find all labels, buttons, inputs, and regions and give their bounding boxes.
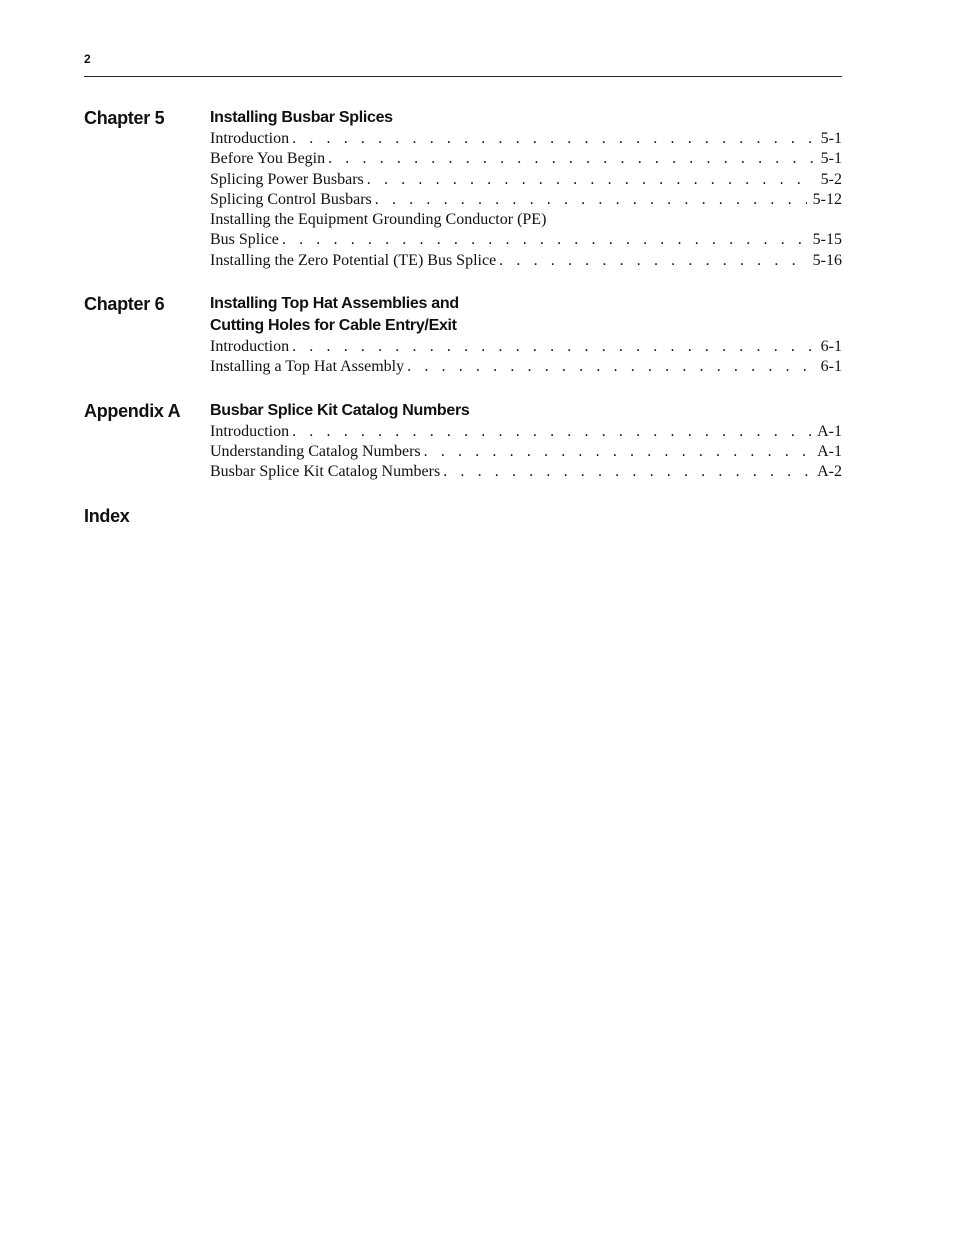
toc-entry[interactable] [210, 422, 842, 442]
dot-leader [367, 170, 815, 190]
toc-entry-line [210, 442, 842, 462]
section-title: Installing Busbar Splices [210, 109, 393, 126]
toc-entry-line [210, 357, 842, 377]
dot-leader [282, 230, 807, 250]
toc-entry-page: 5-1 [820, 150, 842, 168]
toc-entry-label: Introduction [210, 338, 290, 356]
toc-entry-line [210, 190, 842, 210]
toc-entry-page: 6-1 [820, 358, 842, 376]
toc-entry-label: Splicing Control Busbars [210, 190, 372, 208]
toc-entry[interactable] [210, 251, 842, 271]
toc-entry-line [210, 422, 842, 442]
index-heading: Index [84, 505, 130, 526]
toc-entry-page: A-2 [817, 463, 842, 481]
section-body [210, 400, 842, 483]
dot-leader [292, 337, 815, 357]
toc-entry[interactable] [210, 462, 842, 482]
toc-entry-label: Installing a Top Hat Assembly [210, 358, 405, 376]
toc-entry-line [210, 149, 842, 169]
page-header [84, 52, 842, 77]
toc-entry-line [210, 170, 842, 190]
toc-section [84, 400, 842, 483]
toc-entry[interactable] [210, 129, 842, 149]
toc-entry[interactable] [210, 190, 842, 210]
toc-entry-label: Bus Splice [210, 231, 279, 249]
toc-entry-label: Busbar Splice Kit Catalog Numbers [210, 463, 441, 481]
section-label: Chapter 6 [84, 294, 165, 315]
section-body [210, 293, 842, 378]
page-number: 2 [84, 52, 91, 66]
dot-leader [424, 442, 811, 462]
toc-section [84, 107, 842, 271]
toc-entry[interactable] [210, 357, 842, 377]
dot-leader [443, 462, 811, 482]
dot-leader [375, 190, 807, 210]
toc-entry-page: 5-12 [812, 190, 842, 208]
toc-entry-page: 5-15 [812, 231, 842, 249]
section-label: Appendix A [84, 400, 181, 421]
section-title: Busbar Splice Kit Catalog Numbers [210, 401, 470, 419]
section-title: Installing Top Hat Assemblies and [210, 295, 459, 313]
toc-entry-label: Installing the Equipment Grounding Conductor (PE) [210, 211, 547, 229]
toc-entry-page: A-1 [817, 422, 842, 440]
toc-entry-label: Before You Begin [210, 150, 326, 168]
toc-entry-line [210, 129, 842, 149]
dot-leader [328, 149, 815, 169]
toc-entry-line [210, 230, 842, 250]
toc-entry-line [210, 462, 842, 482]
dot-leader [407, 357, 815, 377]
toc-entry-page: A-1 [817, 442, 842, 460]
toc-entry[interactable] [210, 337, 842, 357]
toc-section [84, 293, 842, 378]
toc-entry-page: 5-1 [820, 130, 842, 147]
toc-entry[interactable] [210, 149, 842, 169]
table-of-contents [84, 107, 842, 527]
toc-entry-page: 6-1 [820, 338, 842, 356]
toc-entry-label: Introduction [210, 422, 290, 440]
dot-leader [499, 251, 807, 271]
toc-entry[interactable] [210, 442, 842, 462]
section-label: Chapter 5 [84, 108, 165, 128]
dot-leader [292, 422, 811, 442]
toc-entry-label: Splicing Power Busbars [210, 170, 364, 188]
dot-leader [292, 129, 815, 149]
toc-entry[interactable] [210, 210, 842, 251]
toc-entry-label: Installing the Zero Potential (TE) Bus Splice [210, 251, 497, 269]
toc-entry[interactable] [210, 170, 842, 190]
toc-entry-label: Understanding Catalog Numbers [210, 442, 421, 460]
section-body [210, 107, 842, 271]
toc-entry-page: 5-2 [820, 170, 842, 188]
toc-entry-line [210, 251, 842, 271]
toc-entry-line [210, 337, 842, 357]
toc-entry-label: Introduction [210, 130, 290, 147]
toc-entry-page: 5-16 [812, 251, 842, 269]
section-title: Cutting Holes for Cable Entry/Exit [210, 317, 457, 335]
toc-entry-line [210, 210, 842, 230]
